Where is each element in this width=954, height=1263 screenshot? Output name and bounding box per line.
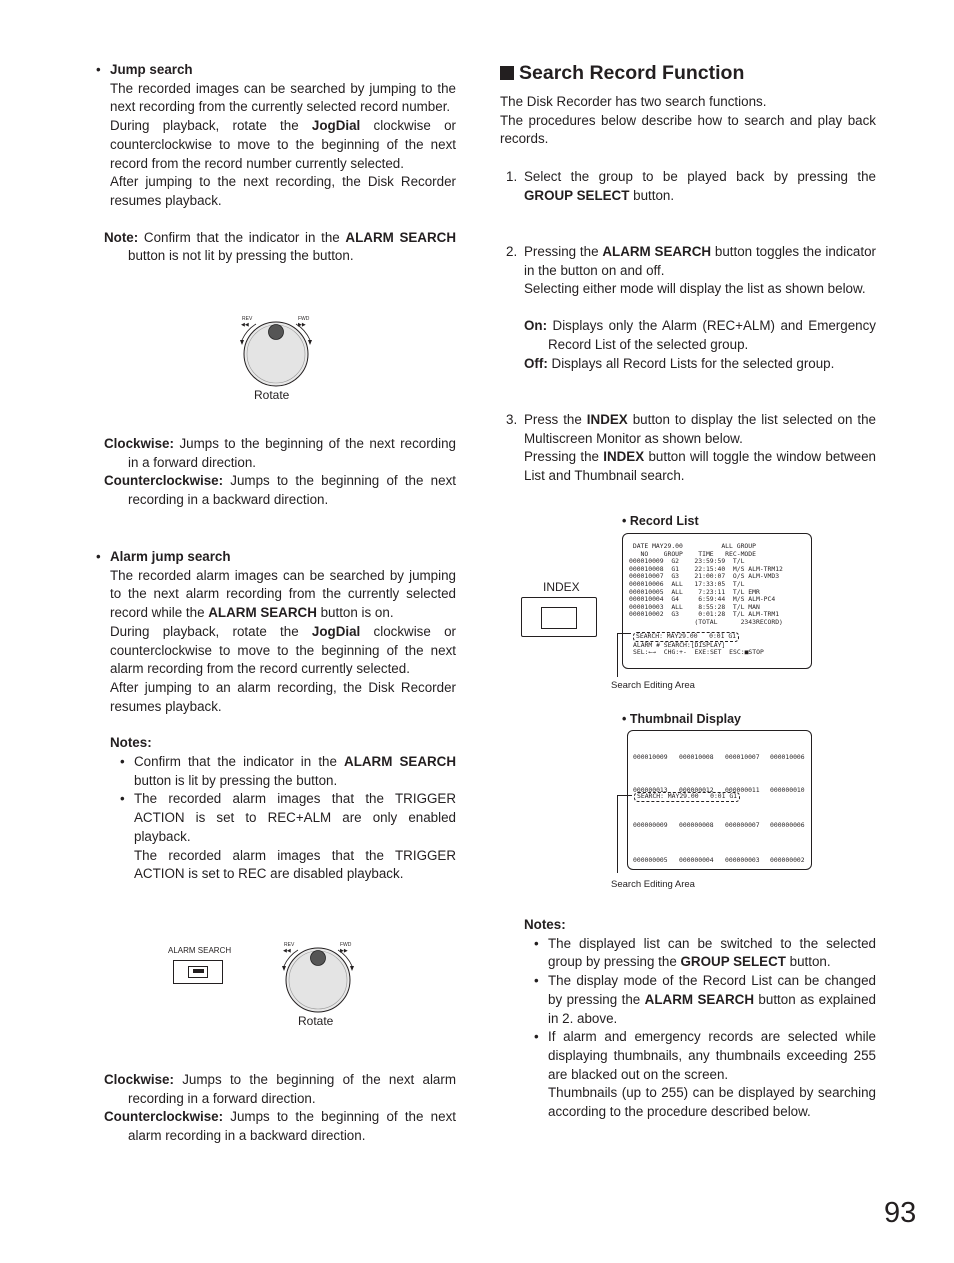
record-list-line: 000010006 ALL 17:33:05 T/L (629, 579, 745, 588)
right-note-2: • The display mode of the Record List can be changed by pressing the ALARM SEARCH button as explained in 2. above. (534, 973, 876, 1026)
intro-line-2: The procedures below describe how to search and play back records. (500, 112, 876, 147)
thumbnail-label[interactable]: 000000003 (725, 856, 760, 864)
search-editing-leader-2 (617, 795, 632, 873)
step-2-body (500, 243, 876, 373)
dial-rev-label: REV (242, 316, 253, 322)
step-1-num: 1. (506, 169, 518, 184)
jump-search-p3: After jumping to the next recording, the Disk Recorder resumes playback. (110, 174, 456, 208)
alarm-search-button-label: ALARM SEARCH (168, 946, 232, 955)
step-2 (500, 243, 876, 373)
record-list-line: (TOTAL 2343RECORD) (629, 617, 783, 626)
svg-text:◀◀: ◀◀ (283, 948, 291, 954)
alarm-note-3: The recorded alarm images that the TRIGGER ACTION is set to REC are disabled playback. (134, 847, 456, 882)
intro-line-1: The Disk Recorder has two search functions. (500, 94, 767, 109)
jogdial-icon (234, 312, 318, 392)
thumbnail-screen (627, 730, 812, 870)
thumbnail-label[interactable]: 000010007 (725, 753, 760, 761)
thumbnail-label[interactable]: 000000011 (725, 786, 760, 794)
jump-search-p1: The recorded images can be searched by jumping to the next recording from the currently selected record number. (110, 80, 456, 115)
jogdial-figure-1 (234, 312, 318, 404)
heading-square-icon (500, 66, 514, 80)
thumbnail-label[interactable]: 000010009 (633, 753, 668, 761)
alarm-search-button-frame (173, 960, 223, 984)
step-2-text: Pressing the ALARM SEARCH button toggles the indicator in the button on and off. (524, 244, 876, 278)
record-list-line: 000010009 G2 23:59:59 T/L (629, 557, 745, 566)
jump-counterclockwise: Counterclockwise: Jumps to the beginning of the next recording in a backward direction. (104, 473, 456, 508)
svg-text:▶▶: ▶▶ (298, 322, 306, 328)
jump-cw-desc (104, 435, 456, 510)
thumbnail-title: • Thumbnail Display (622, 712, 741, 726)
record-list-line: 000010008 G1 22:15:40 M/S ALM-TRM12 (629, 564, 783, 573)
bullet-dot: • (96, 62, 101, 77)
alarm-clockwise: Clockwise: Jumps to the beginning of the next alarm recording in a forward direction. (104, 1072, 456, 1106)
jump-search-p2: During playback, rotate the JogDial clockwise or counterclockwise to move to the beginning of the next record from the record number currently selected. (110, 118, 456, 171)
step-3 (500, 411, 876, 486)
search-editing-leader-1 (617, 633, 631, 677)
left-column (90, 61, 456, 266)
record-list-table (629, 543, 783, 627)
step-2-detail: Selecting either mode will display the list as shown below. (524, 281, 866, 297)
thumbnail-label[interactable]: 000000004 (679, 856, 714, 864)
step-3-body (500, 411, 876, 486)
thumbnail-search-field: SEARCH: MAY29.00 0:01 G1 (634, 792, 740, 802)
svg-text:◀◀: ◀◀ (241, 322, 249, 328)
record-keys-line: SEL:←→ CHG:+- EXE:SET ESC:■STOP (633, 648, 764, 656)
record-list-line: 000010007 G3 21:00:07 O/S ALM-VMD3 (629, 572, 780, 581)
jump-search-title: Jump search (110, 62, 193, 77)
thumbnail-label[interactable]: 000000013 (633, 786, 668, 794)
step-1 (500, 168, 876, 205)
right-notes (524, 916, 876, 1122)
right-note-4: Thumbnails (up to 255) can be displayed by searching according to the procedure described below. (548, 1085, 876, 1120)
thumbnail-label[interactable]: 000000007 (725, 821, 760, 829)
jogdial-figure-2 (276, 938, 360, 1030)
record-list-title: • Record List (622, 514, 699, 528)
search-editing-area-caption-1: Search Editing Area (611, 680, 695, 691)
record-list-line: 000010004 G4 6:59:44 M/S ALM-PC4 (629, 595, 776, 604)
alarm-search-button-key (188, 966, 208, 978)
alarm-jump-p3: After jumping to an alarm recording, the Disk Recorder resumes playback. (110, 679, 456, 714)
record-mode-line: ALARM # SEARCH:[DISPLAY] (633, 641, 726, 649)
jump-search-section (90, 61, 456, 211)
thumbnail-label[interactable]: 000010006 (770, 753, 805, 761)
record-search-field: SEARCH: MAY29.00 0:01 G1 (633, 632, 739, 642)
page-number: 93 (884, 1197, 917, 1229)
alarm-jump-p1: The recorded alarm images can be searched by jumping to the next alarm recording from the currently selected record while the ALARM SEARCH button is on. (110, 567, 456, 621)
step-3-detail: Pressing the INDEX button will toggle the window between List and Thumbnail search. (524, 449, 876, 484)
step-3-text: Press the INDEX button to display the list selected on the Multiscreen Monitor as shown below. (524, 412, 876, 446)
record-list-line: 000010005 ALL 7:23:11 T/L EMR (629, 587, 760, 596)
record-list-line: NO GROUP TIME REC-MODE (629, 549, 756, 558)
record-list-line: 000010002 G3 0:01:28 T/L ALM-TRM1 (629, 610, 780, 619)
thumbnail-label[interactable]: 000000009 (633, 821, 668, 829)
thumbnail-label[interactable]: 000010008 (679, 753, 714, 761)
index-button-key (541, 607, 577, 629)
alarm-notes-label: Notes: (110, 735, 152, 751)
record-list-line: 000010003 ALL 8:55:28 T/L MAN (629, 602, 760, 611)
step-2-num: 2. (506, 244, 518, 259)
alarm-jump-title: Alarm jump search (110, 549, 231, 564)
thumbnail-label[interactable]: 000000002 (770, 856, 805, 864)
step-3-num: 3. (506, 412, 518, 427)
alarm-jump-body (90, 548, 456, 884)
index-button-frame (521, 597, 597, 637)
dial-fwd-label: FWD (340, 942, 352, 948)
alarm-note-1: • Confirm that the indicator in the ALARM SEARCH button is lit by pressing the button. (120, 754, 457, 788)
intro-text (500, 93, 876, 149)
rotate-caption-1: Rotate (254, 388, 290, 402)
dial-rev-label: REV (284, 942, 295, 948)
step-2-off: Off: Displays all Record Lists for the selected group. (524, 355, 835, 371)
thumbnail-label[interactable]: 000000010 (770, 786, 805, 794)
search-editing-area-caption-2: Search Editing Area (611, 879, 695, 890)
jump-clockwise: Clockwise: Jumps to the beginning of the next recording in a forward direction. (104, 436, 456, 470)
bullet-dot: • (96, 549, 101, 564)
rotate-caption-2: Rotate (298, 1014, 334, 1028)
jogdial-icon (276, 938, 360, 1018)
alarm-note-2: • The recorded alarm images that the TRIGGER ACTION is set to REC+ALM are only enabled playback. (120, 791, 456, 844)
thumbnail-label[interactable]: 000000008 (679, 821, 714, 829)
section-heading: Search Record Function (500, 61, 744, 85)
step-1-text: Select the group to be played back by pressing the GROUP SELECT button. (524, 169, 876, 203)
dial-fwd-label: FWD (298, 316, 310, 322)
right-note-3: • If alarm and emergency records are selected while displaying thumbnails, any thumbnails exceeding 255 are blacked out on the screen. (534, 1029, 876, 1082)
alarm-counterclockwise: Counterclockwise: Jumps to the beginning of the next alarm recording in a backward direction. (104, 1109, 456, 1144)
alarm-cw-desc (104, 1071, 456, 1146)
index-button-label: INDEX (543, 580, 580, 594)
jump-search-note: Note: Confirm that the indicator in the ALARM SEARCH button is not lit by pressing the button. (104, 229, 456, 264)
alarm-jump-p2: During playback, rotate the JogDial clockwise or counterclockwise to move to the beginning of the next alarm recording from the record currently selected. (110, 623, 456, 677)
thumbnail-label[interactable]: 000000006 (770, 821, 805, 829)
right-note-1: • The displayed list can be switched to the selected group by pressing the GROUP SELECT button. (534, 935, 876, 970)
step-2-on: On: Displays only the Alarm (REC+ALM) and Emergency Record List of the selected group. (524, 318, 876, 352)
right-notes-label: Notes: (524, 917, 566, 932)
alarm-search-button-figure (168, 946, 238, 988)
record-list-line: DATE MAY29.00 ALL GROUP (629, 542, 756, 550)
alarm-jump-section (90, 548, 456, 884)
alarm-search-indicator (193, 969, 204, 973)
thumbnail-label[interactable]: 000000005 (633, 856, 668, 864)
svg-text:▶▶: ▶▶ (340, 948, 348, 954)
record-list-screen (622, 533, 812, 669)
thumbnail-label[interactable]: 000000012 (679, 786, 714, 794)
index-button-figure (521, 578, 597, 638)
